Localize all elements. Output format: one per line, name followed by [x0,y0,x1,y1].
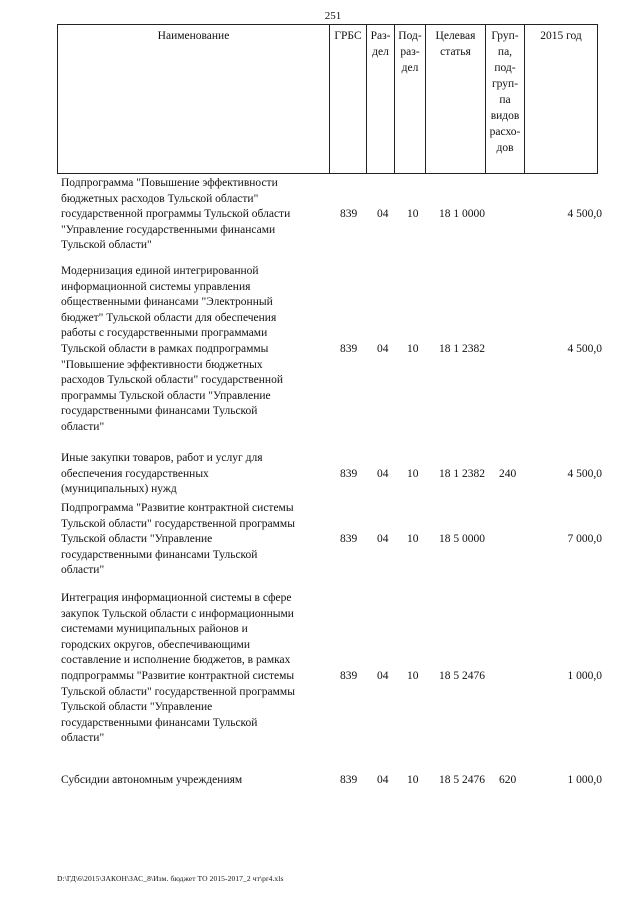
row-name: Субсидии автономным учреждениям [61,774,243,786]
row-name: Модернизация единой интегрированной информационной системы управления общественными финансами "Электронный бюджет" Тульской области для обеспечения работы с государственными программами Тульской области в рамках подпрограммы "Повышение эффективности бюджетных расходов Тульской области" государственной программы Тульской области "Управление государственными финансами Тульской области" [61,265,283,433]
row-name: Подпрограмма "Повышение эффективности бюджетных расходов Тульской области" государственной программы Тульской области "Управление государственными финансами Тульской области" [61,177,291,252]
row-target: 18 5 0000 [439,533,485,545]
row-target: 18 1 2382 [439,468,485,480]
row-podrazdel: 10 [407,208,419,220]
file-path-footer: D:\ГД\6\2015\ЗАКОН\ЗАС_8\Изм. бюджет ТО 2015-2017_2 чт\pr4.xls [57,874,284,883]
row-amount: 7 000,0 [567,533,602,545]
row-razdel: 04 [377,468,389,480]
header-year: 2015 год [525,25,598,174]
row-amount: 4 500,0 [567,468,602,480]
row-name: Подпрограмма "Развитие контрактной системы Тульской области" государственной программы Тульской области "Управление государственными финансами Тульской области" [61,502,295,577]
row-razdel: 04 [377,670,389,682]
row-vid: 620 [499,774,517,786]
row-target: 18 1 0000 [439,208,485,220]
row-razdel: 04 [377,774,389,786]
page-number: 251 [324,10,342,22]
row-amount: 4 500,0 [567,208,602,220]
row-grbs: 839 [340,208,358,220]
row-name: Интеграция информационной системы в сфере закупок Тульской области с информационными системами муниципальных районов и городских округов, обеспечивающими составление и исполнение бюджетов, в рамках подпрограммы "Развитие контрактной системы Тульской области" государственной программы Тульской области "Управление государственными финансами Тульской области" [61,592,295,745]
row-podrazdel: 10 [407,343,419,355]
row-grbs: 839 [340,343,358,355]
row-grbs: 839 [340,533,358,545]
header-group: Груп- па, под- груп- па видов расхо- дов [486,25,525,174]
row-grbs: 839 [340,670,358,682]
row-podrazdel: 10 [407,533,419,545]
row-grbs: 839 [340,468,358,480]
row-podrazdel: 10 [407,774,419,786]
row-razdel: 04 [377,343,389,355]
header-grbs: ГРБС [330,25,367,174]
row-amount: 1 000,0 [567,774,602,786]
row-target: 18 5 2476 [439,774,485,786]
row-podrazdel: 10 [407,468,419,480]
header-razdel: Раз- дел [367,25,395,174]
header-target: Целевая статья [426,25,486,174]
table-header [57,24,598,174]
row-name: Иные закупки товаров, работ и услуг для обеспечения государственных (муниципальных) нужд [61,452,263,496]
row-target: 18 1 2382 [439,343,485,355]
row-podrazdel: 10 [407,670,419,682]
row-razdel: 04 [377,533,389,545]
row-grbs: 839 [340,774,358,786]
row-amount: 1 000,0 [567,670,602,682]
row-razdel: 04 [377,208,389,220]
row-vid: 240 [499,468,517,480]
header-name: Наименование [58,25,330,174]
header-podrazdel: Под- раз- дел [395,25,426,174]
row-target: 18 5 2476 [439,670,485,682]
row-amount: 4 500,0 [567,343,602,355]
